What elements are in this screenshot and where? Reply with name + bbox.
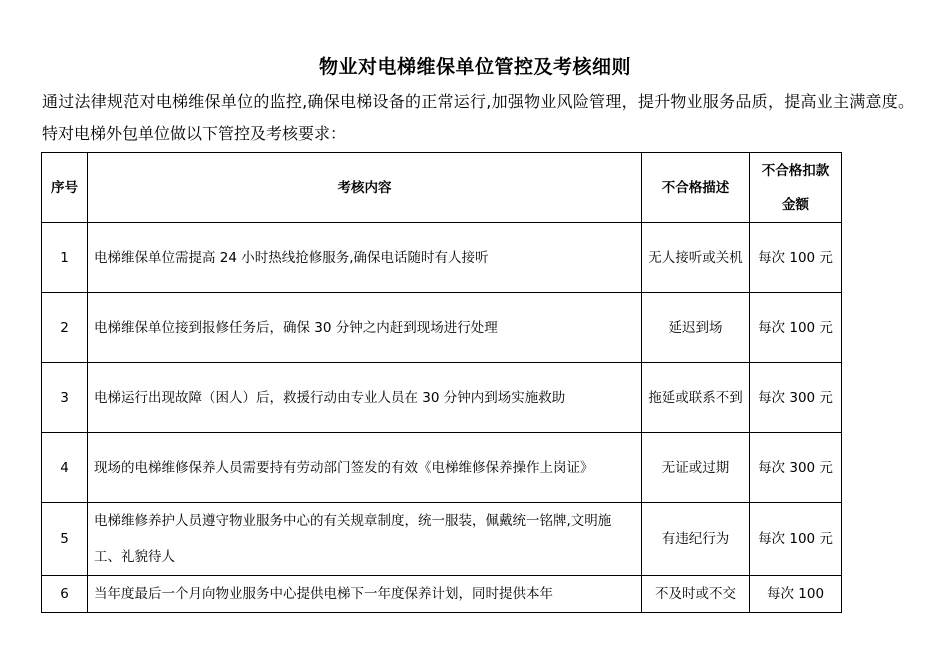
row-desc: 无证或过期 (642, 433, 750, 503)
row-no: 1 (42, 223, 88, 293)
row-desc: 有违纪行为 (642, 503, 750, 576)
table-row (42, 433, 842, 503)
table-header-row (42, 153, 842, 223)
header-amount: 不合格扣款金额 (750, 153, 842, 223)
row-content: 电梯运行出现故障（困人）后，救援行动由专业人员在 30 分钟内到场实施救助 (88, 363, 642, 433)
row-desc: 延迟到场 (642, 293, 750, 363)
row-amount: 每次 100 元 (750, 503, 842, 576)
row-amount: 每次 300 元 (750, 363, 842, 433)
assessment-table (41, 152, 842, 613)
row-content: 当年度最后一个月向物业服务中心提供电梯下一年度保养计划，同时提供本年 (88, 576, 642, 613)
table-row (42, 223, 842, 293)
header-no: 序号 (42, 153, 88, 223)
row-no: 2 (42, 293, 88, 363)
row-no: 3 (42, 363, 88, 433)
row-amount: 每次 100 元 (750, 293, 842, 363)
table-row (42, 363, 842, 433)
document-title: 物业对电梯维保单位管控及考核细则 (318, 56, 631, 78)
table-row (42, 293, 842, 363)
row-content: 电梯维保单位接到报修任务后，确保 30 分钟之内赶到现场进行处理 (88, 293, 642, 363)
row-amount: 每次 100 元 (750, 223, 842, 293)
row-desc: 拖延或联系不到 (642, 363, 750, 433)
row-amount: 每次 300 元 (750, 433, 842, 503)
table-row (42, 576, 842, 613)
intro-paragraph: 通过法律规范对电梯维保单位的监控,确保电梯设备的正常运行,加强物业风险管理，提升物业服务品质，提高业主满意度。特对电梯外包单位做以下管控及考核要求： (42, 92, 914, 143)
row-content: 电梯维保单位需提高 24 小时热线抢修服务,确保电话随时有人接听 (88, 223, 642, 293)
table-row (42, 503, 842, 576)
row-no: 6 (42, 576, 88, 613)
row-desc: 无人接听或关机 (642, 223, 750, 293)
row-amount: 每次 100 (750, 576, 842, 613)
header-desc: 不合格描述 (642, 153, 750, 223)
header-content: 考核内容 (88, 153, 642, 223)
row-content: 电梯维修养护人员遵守物业服务中心的有关规章制度，统一服装，佩戴统一铭牌,文明施工、礼貌待人 (88, 503, 642, 576)
row-no: 5 (42, 503, 88, 576)
row-desc: 不及时或不交 (642, 576, 750, 613)
row-content: 现场的电梯维修保养人员需要持有劳动部门签发的有效《电梯维修保养操作上岗证》 (88, 433, 642, 503)
row-no: 4 (42, 433, 88, 503)
